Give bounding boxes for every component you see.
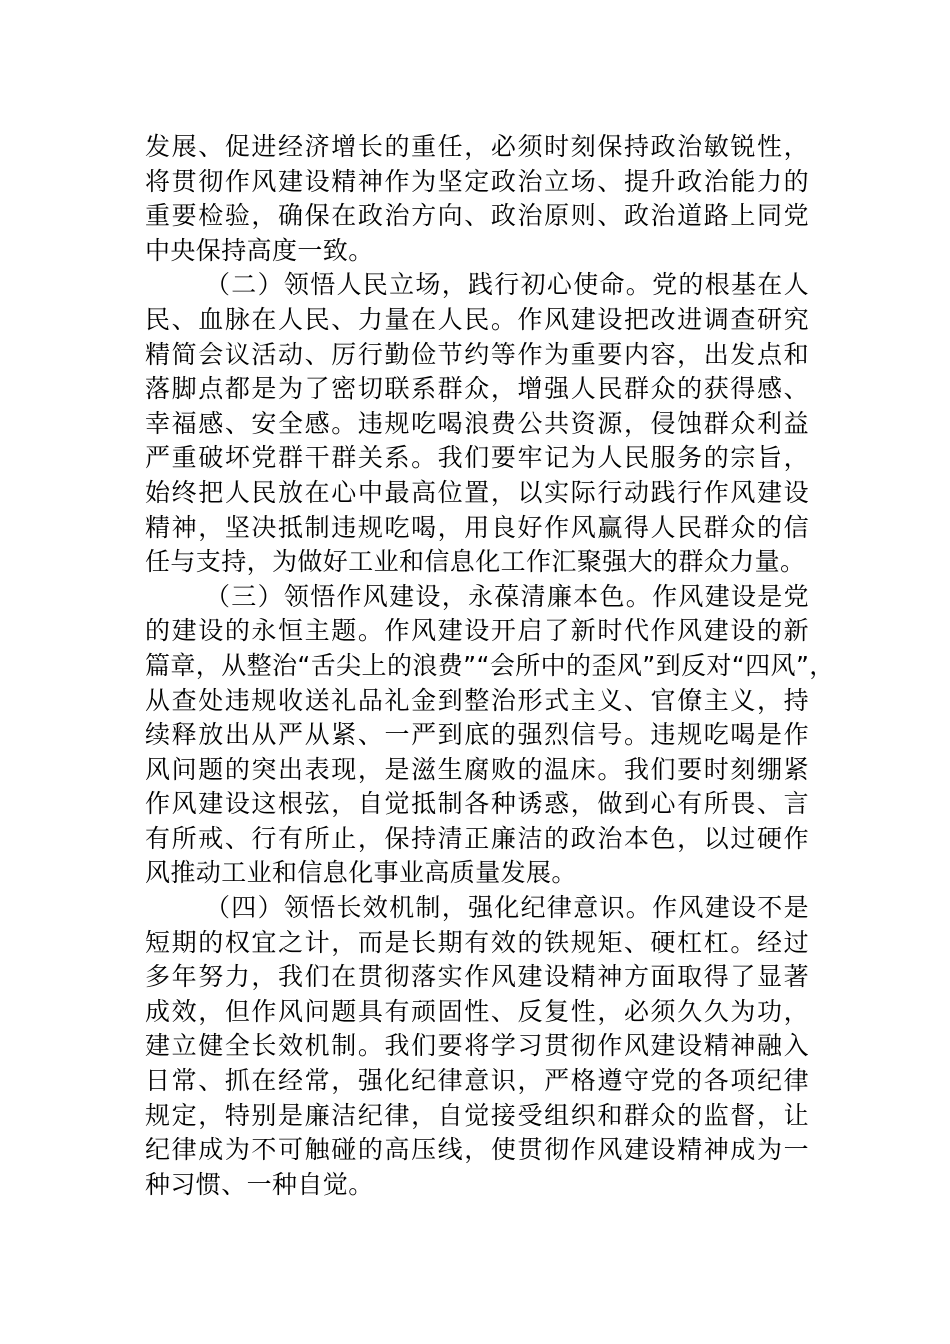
text-line: 风推动工业和信息化事业高质量发展。 xyxy=(145,858,577,888)
text-line: 种习惯、一种自觉。 xyxy=(145,1169,374,1199)
text-line: 篇章，从整治“舌尖上的浪费”“会所中的歪风”到反对“四风”， xyxy=(145,650,835,680)
text-line: 风问题的突出表现，是滋生腐败的温床。我们要时刻绷紧 xyxy=(145,754,809,784)
text-line: 落脚点都是为了密切联系群众，增强人民群众的获得感、 xyxy=(145,374,809,404)
text-line: 发展、促进经济增长的重任，必须时刻保持政治敏锐性， xyxy=(145,132,809,161)
document-body xyxy=(145,130,835,1202)
text-line: 精神，坚决抵制违规吃喝，用良好作风赢得人民群众的信 xyxy=(145,512,809,542)
text-line: 精简会议活动、厉行勤俭节约等作为重要内容，出发点和 xyxy=(145,339,809,369)
text-line: 严重破坏党群干群关系。我们要牢记为人民服务的宗旨， xyxy=(145,443,809,473)
text-line: 民、血脉在人民、力量在人民。作风建设把改进调查研究 xyxy=(145,304,809,334)
text-line: 规定，特别是廉洁纪律，自觉接受组织和群众的监督，让 xyxy=(145,1100,809,1130)
text-line: 的建设的永恒主题。作风建设开启了新时代作风建设的新 xyxy=(145,616,809,646)
text-line: 幸福感、安全感。违规吃喝浪费公共资源，侵蚀群众利益 xyxy=(145,408,809,438)
text-line: 续释放出从严从紧、一严到底的强烈信号。违规吃喝是作 xyxy=(145,720,809,750)
text-line: 中央保持高度一致。 xyxy=(145,235,374,265)
text-line: 建立健全长效机制。我们要将学习贯彻作风建设精神融入 xyxy=(145,1031,809,1061)
text-line: 任与支持，为做好工业和信息化工作汇聚强大的群众力量。 xyxy=(145,547,806,577)
text-line: 始终把人民放在心中最高位置，以实际行动践行作风建设 xyxy=(145,477,809,507)
text-line: 重要检验，确保在政治方向、政治原则、政治道路上同党 xyxy=(145,201,809,231)
text-line: 短期的权宜之计，而是长期有效的铁规矩、硬杠杠。经过 xyxy=(145,927,809,957)
text-line: 从查处违规收送礼品礼金到整治形式主义、官僚主义，持 xyxy=(145,685,809,715)
section-heading-line: （三）领悟作风建设，永葆清廉本色。作风建设是党 xyxy=(205,581,809,611)
text-line: 将贯彻作风建设精神作为坚定政治立场、提升政治能力的 xyxy=(145,166,809,196)
text-line: 有所戒、行有所止，保持清正廉洁的政治本色，以过硬作 xyxy=(145,823,809,853)
section-heading-line: （二）领悟人民立场，践行初心使命。党的根基在人 xyxy=(205,270,809,300)
text-line: 作风建设这根弦，自觉抵制各种诱惑，做到心有所畏、言 xyxy=(145,789,809,819)
text-line: 多年努力，我们在贯彻落实作风建设精神方面取得了显著 xyxy=(145,962,809,992)
text-line: 成效，但作风问题具有顽固性、反复性，必须久久为功， xyxy=(145,996,809,1026)
text-line: 日常、抓在经常，强化纪律意识，严格遵守党的各项纪律 xyxy=(145,1066,809,1096)
section-heading-line: （四）领悟长效机制，强化纪律意识。作风建设不是 xyxy=(205,893,809,923)
text-line: 纪律成为不可触碰的高压线，使贯彻作风建设精神成为一 xyxy=(145,1135,809,1165)
